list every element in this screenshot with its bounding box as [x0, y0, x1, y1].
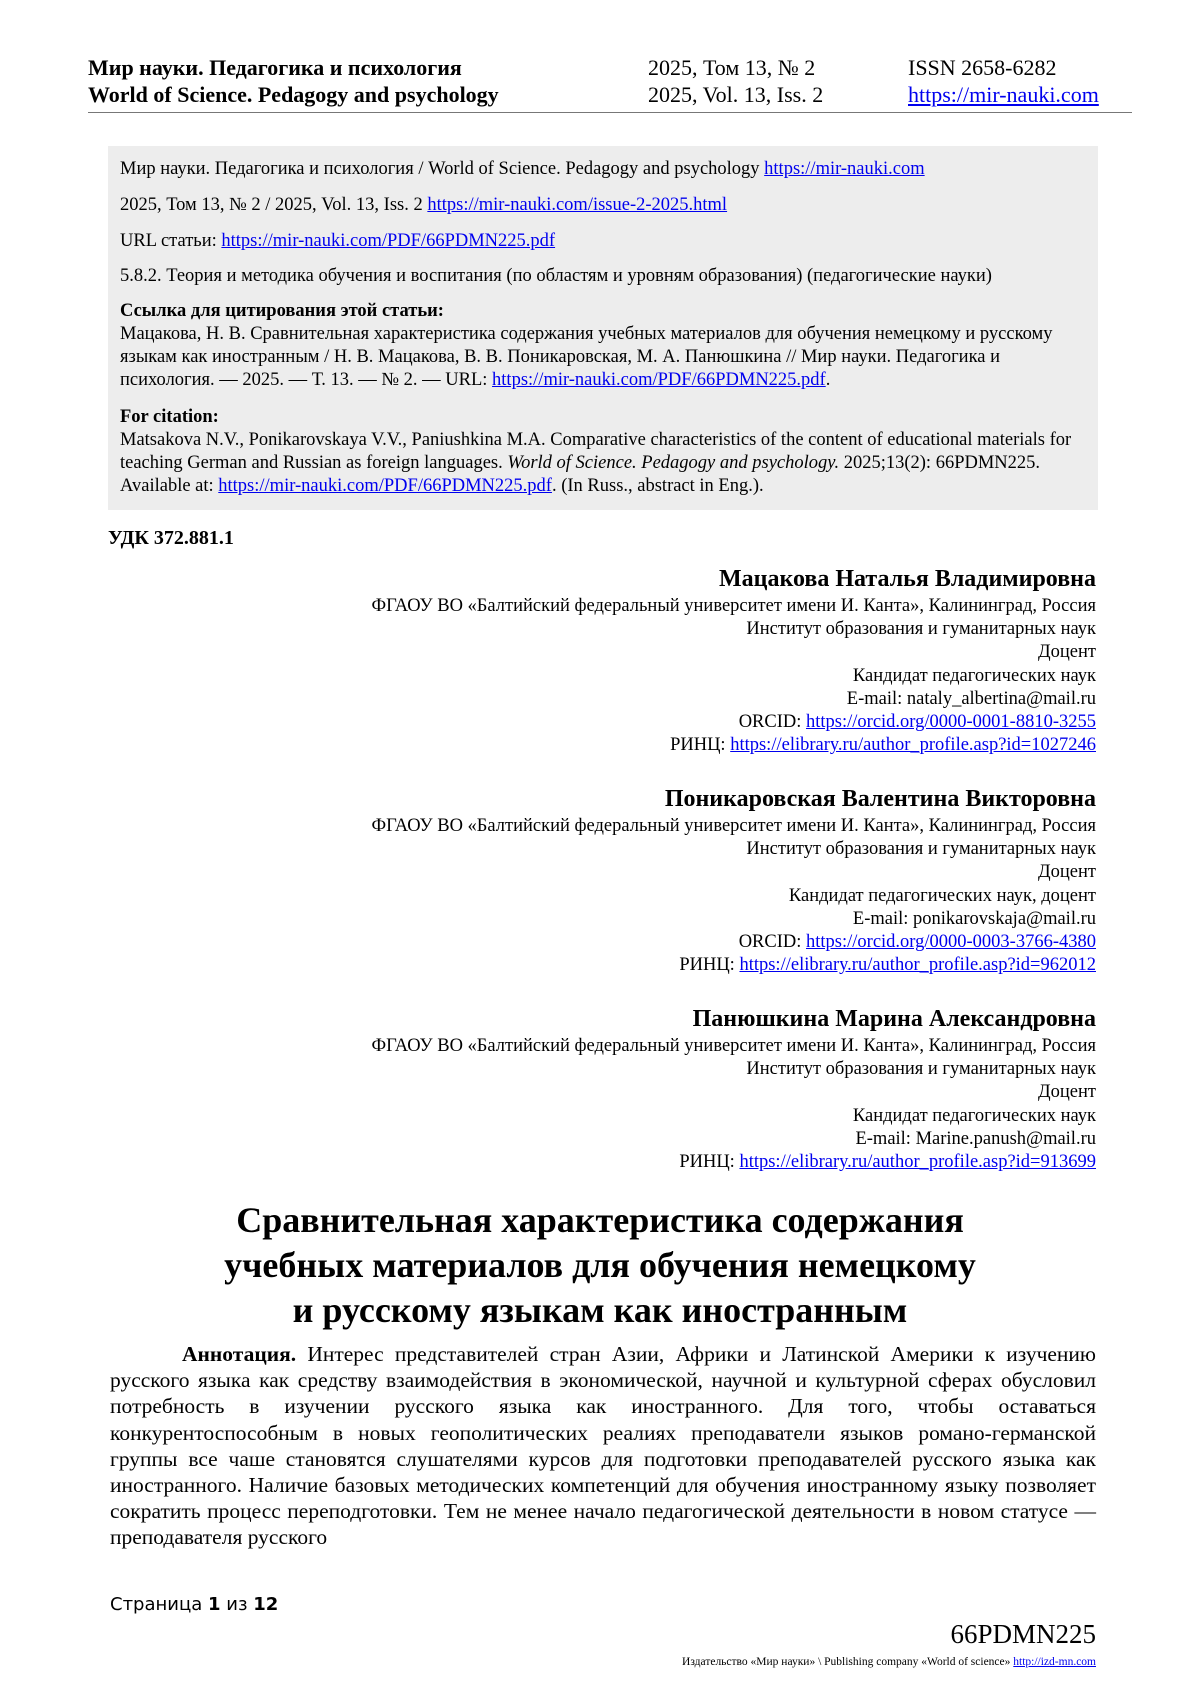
info-line-issue — [120, 194, 727, 217]
title-line: и русскому языкам как иностранным — [292, 1290, 908, 1330]
citation-en-text1: Matsakova N.V., Ponikarovskaya V.V., Paniushkina M.A. Comparative characteristics of the content of educational materials for teaching German and Russian as foreign languages. — [120, 430, 1072, 473]
author-rinc — [371, 734, 1096, 757]
author-email: E-mail: nataly_albertina@mail.ru — [846, 688, 1096, 709]
author-position: Доцент — [1038, 862, 1096, 883]
citation-ru — [120, 300, 1086, 392]
author-position: Доцент — [1038, 642, 1096, 663]
citation-ru-link[interactable]: https://mir-nauki.com/PDF/66PDMN225.pdf — [492, 370, 826, 390]
publisher-line — [682, 1656, 1096, 1668]
author-org: ФГАОУ ВО «Балтийский федеральный университет имени И. Канта», Калининград, Россия — [371, 1036, 1096, 1056]
citation-ru-heading: Ссылка для цитирования этой статьи: — [120, 301, 444, 321]
author-position: Доцент — [1038, 1082, 1096, 1103]
issn: ISSN 2658-6282 — [908, 55, 1057, 80]
author-orcid — [371, 931, 1096, 954]
rinc-link[interactable]: https://elibrary.ru/author_profile.asp?id=913699 — [739, 1152, 1096, 1173]
title-line: учебных материалов для обучения немецкому — [224, 1245, 976, 1285]
issue-ru: 2025, Том 13, № 2 — [648, 55, 816, 80]
info-article-link[interactable]: https://mir-nauki.com/PDF/66PDMN225.pdf — [221, 231, 556, 251]
citation-en-heading: For citation: — [120, 407, 219, 427]
author-orcid — [371, 711, 1096, 734]
author-degree: Кандидат педагогических наук, доцент — [788, 885, 1096, 906]
author-block — [371, 1004, 1096, 1174]
issue-en: 2025, Vol. 13, Iss. 2 — [648, 82, 824, 107]
info-journal-text: Мир науки. Педагогика и психология / World of Science. Pedagogy and psychology — [120, 159, 760, 179]
article-code: 66PDMN225 — [950, 1619, 1096, 1649]
citation-info-box — [108, 146, 1098, 510]
author-degree: Кандидат педагогических наук — [852, 665, 1096, 686]
rinc-label: РИНЦ: — [679, 955, 735, 976]
info-url-label: URL статьи: — [120, 231, 217, 251]
abstract — [110, 1341, 1096, 1551]
orcid-label: ORCID: — [738, 932, 802, 953]
page-current: 1 — [208, 1594, 221, 1615]
author-block — [371, 564, 1096, 757]
author-name: Мацакова Наталья Владимировна — [719, 566, 1096, 592]
author-email: E-mail: Marine.panush@mail.ru — [855, 1128, 1096, 1149]
journal-title-block — [88, 54, 499, 108]
page-total: 12 — [253, 1594, 279, 1615]
author-name: Поникаровская Валентина Викторовна — [664, 786, 1096, 812]
info-issue-text: 2025, Том 13, № 2 / 2025, Vol. 13, Iss. 2 — [120, 195, 423, 215]
author-institute: Институт образования и гуманитарных наук — [746, 839, 1096, 860]
author-rinc — [371, 1151, 1096, 1174]
info-line-specialty: 5.8.2. Теория и методика обучения и воспитания (по областям и уровням образования) (педагогические науки) — [120, 266, 992, 286]
orcid-label: ORCID: — [738, 712, 802, 733]
author-institute: Институт образования и гуманитарных наук — [746, 619, 1096, 640]
author-degree: Кандидат педагогических наук — [852, 1105, 1096, 1126]
issue-block — [648, 54, 823, 108]
citation-en-text2: 2025;13(2): 66PDMN225. Available at: — [120, 453, 1041, 496]
publisher-link[interactable]: http://izd-mn.com — [1013, 1656, 1096, 1668]
orcid-link[interactable]: https://orcid.org/0000-0001-8810-3255 — [806, 712, 1096, 733]
journal-site-link[interactable]: https://mir-nauki.com — [908, 82, 1099, 107]
rinc-label: РИНЦ: — [679, 1152, 735, 1173]
author-rinc — [371, 954, 1096, 977]
page-number — [110, 1594, 278, 1615]
publisher-text: Издательство «Мир науки» \ Publishing company «World of science» — [682, 1656, 1011, 1668]
author-block — [371, 784, 1096, 977]
author-name: Панюшкина Марина Александровна — [692, 1006, 1096, 1032]
info-issue-link[interactable]: https://mir-nauki.com/issue-2-2025.html — [427, 195, 728, 215]
abstract-label: Аннотация. — [182, 1342, 297, 1366]
info-journal-link[interactable]: https://mir-nauki.com — [764, 159, 925, 179]
abstract-text: Интерес представителей стран Азии, Африки и Латинской Америки к изучению русского языка как средству взаимодействия в экономической, научной и культурной сферах обусловил потребность в изучении русского языка как иностранного. Для того, чтобы оставаться конкурентоспособным в новых геополитических реалиях преподаватели языков романо-германской группы все чаше становятся слушателями курсов для подготовки преподавателей русского языка как иностранного. Наличие базовых методических компетенций для обучения иностранному языку позволяет сократить процесс переподготовки. Тем не менее начало педагогической деятельности в новом статусе — преподавателя русского — [110, 1342, 1096, 1550]
author-org: ФГАОУ ВО «Балтийский федеральный университет имени И. Канта», Калининград, Россия — [371, 816, 1096, 836]
citation-en-end: . (In Russ., abstract in Eng.). — [551, 476, 764, 496]
citation-ru-text: Мацакова, Н. В. Сравнительная характеристика содержания учебных материалов для обучения немецкому и русскому языкам как иностранным / Н. В. Мацакова, В. В. Поникаровская, М. А. Панюшкина // Мир науки. Педагогика и психология. — 2025. — Т. 13. — № 2. — URL: — [120, 324, 1053, 390]
info-line-journal — [120, 158, 925, 181]
citation-en-journal: World of Science. Pedagogy and psychology. — [507, 453, 840, 473]
author-org: ФГАОУ ВО «Балтийский федеральный университет имени И. Канта», Калининград, Россия — [371, 596, 1096, 616]
page-label: Страница — [110, 1594, 203, 1615]
title-line: Сравнительная характеристика содержания — [236, 1200, 964, 1240]
citation-en-link[interactable]: https://mir-nauki.com/PDF/66PDMN225.pdf — [218, 476, 552, 496]
author-email: E-mail: ponikarovskaja@mail.ru — [852, 908, 1096, 929]
rinc-link[interactable]: https://elibrary.ru/author_profile.asp?id=962012 — [739, 955, 1096, 976]
rinc-label: РИНЦ: — [670, 735, 726, 756]
journal-header — [88, 54, 1132, 113]
info-line-url — [120, 230, 555, 253]
author-institute: Институт образования и гуманитарных наук — [746, 1059, 1096, 1080]
citation-en — [120, 406, 1086, 498]
journal-title-ru: Мир науки. Педагогика и психология — [88, 55, 462, 80]
abstract-paragraph — [110, 1341, 1096, 1551]
udk-code: УДК 372.881.1 — [108, 527, 234, 549]
article-title — [0, 1198, 1200, 1333]
citation-ru-end: . — [825, 370, 831, 390]
issn-block — [908, 54, 1099, 108]
orcid-link[interactable]: https://orcid.org/0000-0003-3766-4380 — [806, 932, 1096, 953]
journal-title-en: World of Science. Pedagogy and psychology — [88, 82, 499, 107]
page-of: из — [226, 1594, 248, 1615]
rinc-link[interactable]: https://elibrary.ru/author_profile.asp?id=1027246 — [730, 735, 1096, 756]
